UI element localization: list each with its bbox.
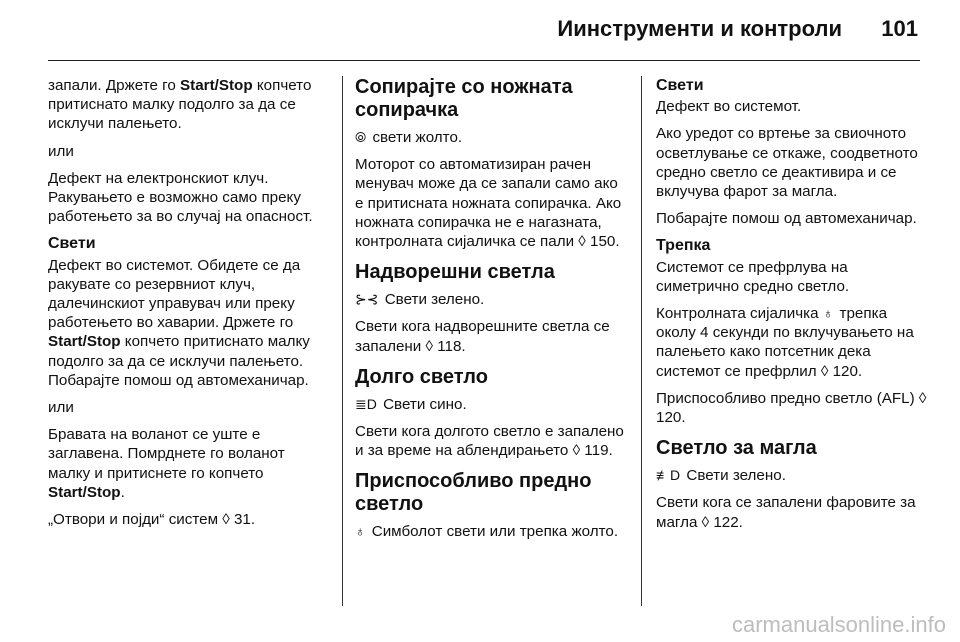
high-beam-icon: ≣D: [355, 395, 377, 412]
adaptive-light-icon: ♁: [822, 305, 834, 322]
brake-warning-icon: ⦾: [355, 129, 367, 145]
subheading-trepka: Трепка: [656, 237, 711, 255]
adaptive-light-icon: ♁: [355, 523, 366, 540]
paragraph: Свети кога надворешните светла се запалени ◊ 118.: [355, 318, 610, 355]
paragraph: Ако уредот со вртење за свиочното осветлување се откаже, соодветното средно светло се деактивира и се вклучува фарот за магла.: [656, 125, 918, 201]
paragraph: ⦾ свети жолто.: [355, 129, 463, 146]
column-3: [656, 76, 928, 540]
paragraph-or: или: [48, 399, 74, 417]
paragraph: ≢D Свети зелено.: [656, 467, 786, 485]
paragraph: Дефект на електронскиот клуч. Ракувањето е возможно само преку работењето за во случај на опасност.: [48, 169, 313, 226]
column-2: [355, 76, 627, 550]
subheading-sveti: Свети: [48, 235, 96, 253]
page-number: 101: [881, 16, 918, 41]
page-title: Иинструменти и контроли: [557, 16, 842, 41]
paragraph: ♁ Симболот свети или трепка жолто.: [355, 523, 619, 541]
paragraph: Свети кога се запалени фаровите за магла ◊ 122.: [656, 494, 916, 531]
paragraph: Моторот со автоматизиран рачен менувач може да се запали само ако е притисната ножната сопирачка. Ако ножната сопирачка не е нагазната, контролната сијаличка се пали ◊ 150.: [355, 156, 622, 251]
column-divider-2: [641, 76, 642, 606]
front-fog-light-icon: ≢D: [656, 467, 681, 484]
paragraph: Дефект во системот.: [656, 98, 802, 116]
column-divider-1: [342, 76, 343, 606]
subheading-sveti: Свети: [656, 77, 704, 94]
heading-brake: Сопирајте со ножната сопирачка: [355, 76, 573, 121]
column-1: [48, 76, 330, 537]
paragraph: Системот се префрлува на симетрично средно светло.: [656, 258, 850, 295]
page-header: [0, 0, 960, 62]
paragraph: Приспособливо предно светло (AFL) ◊ 120.: [656, 389, 927, 427]
paragraph: ⊱⊰ Свети зелено.: [355, 291, 485, 309]
paragraph: Контролната сијаличка ♁ трепка околу 4 секунди по вклучувањето на палењето како потсетник дека системот се префрлил ◊ 120.: [656, 305, 914, 380]
exterior-lights-icon: ⊱⊰: [355, 291, 379, 308]
paragraph: Дефект во системот. Обидете се да ракувате со резервниот клуч, далечинскиот управувач или преку работењето во хаварии. Држете го Start/Stop копчето притиснато малку подолго за да се исклучи палењето. Побарајте помош од автомеханичар.: [48, 256, 310, 389]
heading-exterior-lights: Надворешни светла: [355, 261, 555, 284]
header-divider: [48, 60, 920, 61]
paragraph-or: или: [48, 142, 74, 160]
watermark: carmanualsonline.info: [731, 612, 946, 637]
paragraph: Побарајте помош од автомеханичар.: [656, 210, 917, 228]
heading-adaptive-light: Приспособливо предно светло: [355, 470, 592, 516]
paragraph: Бравата на воланот се уште е заглавена. Помрднете го воланот малку и притиснете го копчето Start/Stop.: [48, 426, 285, 501]
paragraph: запали. Држете го Start/Stop копчето притиснато малку подолго за да се исклучи палењето.: [48, 77, 312, 133]
cross-reference: „Отвори и појди“ систем ◊ 31.: [48, 511, 256, 529]
heading-fog-light: Светло за магла: [656, 437, 817, 460]
heading-high-beam: Долго светло: [355, 365, 488, 388]
paragraph: Свети кога долгото светло е запалено и за време на аблендирањето ◊ 119.: [355, 423, 624, 460]
paragraph: ≣D Свети сино.: [355, 395, 467, 413]
